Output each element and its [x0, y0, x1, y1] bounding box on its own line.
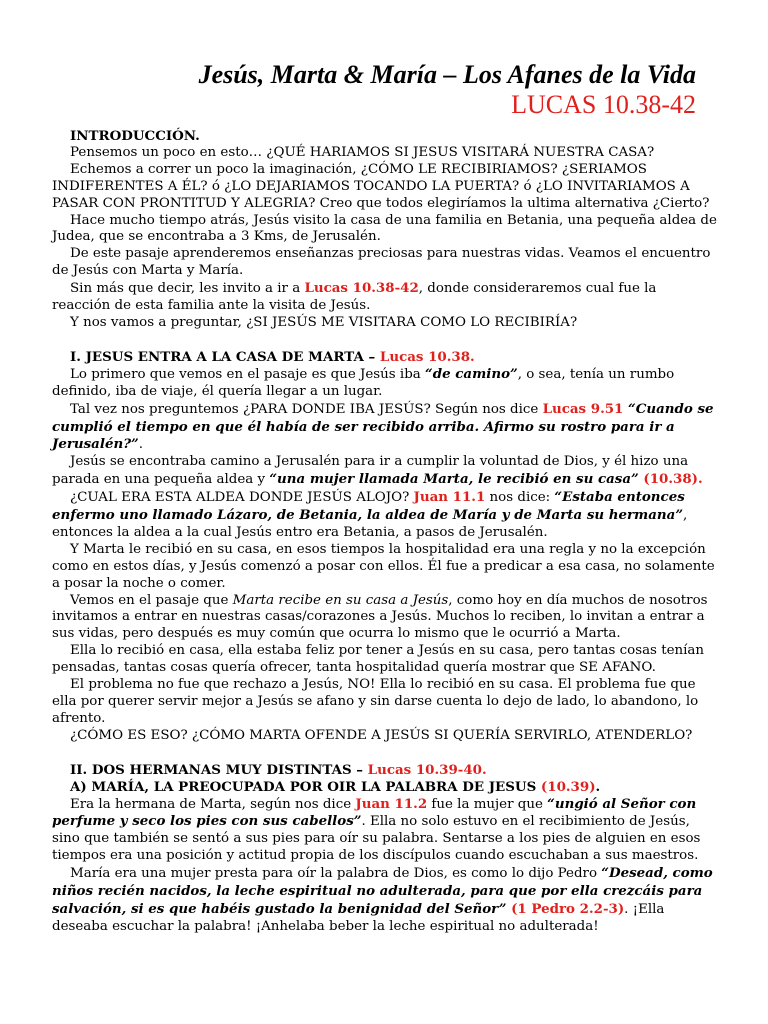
paragraph: [52, 593, 718, 644]
bible-reference: Lucas 10.38.: [379, 348, 475, 365]
section-gap: [52, 745, 718, 762]
title-block: [50, 60, 718, 120]
paragraph: Y Marta le recibió en su casa, en esos tiempos la hospitalidad era una regla y no la excepción como en estos días, y Jesús comenzó a posar con ellos. Él fue a predicar a esa casa, no solamente a posar la noche o comer.: [52, 541, 715, 591]
quote-span: “de camino”: [425, 365, 518, 382]
heading-text: .: [595, 778, 601, 795]
text-span: , o sea, tenía un rumbo definido, iba de viaje, él quería llegar a un lugar.: [52, 366, 675, 399]
heading-text: II. DOS HERMANAS MUY DISTINTAS –: [70, 761, 368, 778]
intro-paragraph: De este pasaje aprenderemos enseñanzas preciosas para nuestras vidas. Veamos el encuentro de Jesús con Marta y María.: [52, 246, 711, 279]
text-span: , donde consideraremos cual fue la reacción de esta familia ante la visita de Jesús.: [52, 281, 657, 314]
text-span: María era una mujer presta para oír la palabra de Dios, es como lo dijo Pedro: [70, 866, 602, 882]
heading-text: I. JESUS ENTRA A LA CASA DE MARTA –: [70, 348, 380, 365]
text-span: , entonces la aldea a la cual Jesús entro era Betania, a pasos de Jerusalén.: [52, 508, 688, 540]
bible-reference: (1 Pedro 2.2-3): [506, 900, 625, 917]
text-span: .: [138, 437, 144, 453]
quote-span: “Estaba entonces enfermo uno llamado Lázaro, de Betania, la aldea de María y de Marta su hermana”: [52, 489, 685, 524]
intro-paragraph: Pensemos un poco en esto… ¿QUÉ HARIAMOS SI JESUS VISITARÁ NUESTRA CASA?: [70, 144, 655, 160]
intro-paragraph: Hace mucho tiempo atrás, Jesús visito la casa de una familia en Betania, una pequeña aldea de Judea, que se encontraba a 3 Kms, de Jerusalén.: [52, 212, 717, 245]
text-span: . Ella no solo estuvo en el recibimiento de Jesús, sino que también se sentó a sus pies para oír su palabra. Sentarse a los pies de alguien en esos tiempos era una posición y actitud propia de los discípulos cuando escuchaban a sus maestros.: [52, 814, 701, 864]
quote-span: “Cuando se cumplió el tiempo en que él había de ser recibido arriba. Afirmo su rostro para ir a Jerusalén?”: [52, 400, 714, 453]
paragraph: El problema no fue que rechazo a Jesús, NO! Ella lo recibió en su casa. El problema fue que ella por querer servir mejor a Jesús se afano y sin darse cuenta lo dejo de lado, lo abandono, lo afrento.: [52, 677, 699, 726]
quote-span: “ungió al Señor con perfume y seco los pies con sus cabellos”: [52, 795, 697, 830]
section-heading: [52, 349, 718, 366]
intro-paragraph: [52, 280, 718, 315]
document-title: Jesús, Marta & María – Los Afanes de la Vida: [198, 60, 696, 89]
intro-paragraph: Y nos vamos a preguntar, ¿SI JESÚS ME VISITARA COMO LO RECIBIRÍA?: [70, 314, 578, 330]
text-span: Tal vez nos preguntemos ¿PARA DONDE IBA JESÚS? Según nos dice: [70, 401, 543, 417]
text-span: .: [698, 471, 703, 488]
paragraph: [52, 796, 718, 866]
text-span: Sin más que decir, les invito a ir a: [70, 281, 305, 297]
bible-reference: Lucas 10.39-40.: [367, 761, 487, 778]
intro-paragraph: Echemos a correr un poco la imaginación, ¿CÓMO LE RECIBIRIAMOS? ¿SERIAMOS INDIFERENTES A ÉL? ó ¿LO DEJARIAMOS TOCANDO LA PUERTA? ó ¿LO INVITARIAMOS A PASAR CON PRONTITUD Y ALEGRIA? Creo que todos elegiríamos la ultima alternativa ¿Cierto?: [52, 161, 710, 211]
paragraph: [52, 454, 718, 489]
text-span: nos dice:: [485, 490, 555, 506]
paragraph: Ella lo recibió en casa, ella estaba feliz por tener a Jesús en su casa, pero tantas cosas tenían pensadas, tantas cosas quería ofrecer, tanta hospitalidad quería mostrar que SE AFANO.: [52, 643, 705, 676]
scripture-reference: LUCAS 10.38-42: [511, 90, 696, 119]
text-span: Lo primero que vemos en el pasaje es que Jesús iba: [70, 366, 426, 382]
bible-reference: Lucas 9.51: [542, 400, 624, 417]
text-span: , como hoy en día muchos de nosotros invitamos a entrar en nuestras casas/corazones a Jesús. Muchos lo reciben, lo invitan a entrar a sus vidas, pero después es muy común que ocurra lo mismo que le ocurrió a Marta.: [52, 592, 708, 642]
text-span: fue la mujer que: [427, 796, 548, 812]
text-span: . ¡Ella deseaba escuchar la palabra! ¡Anhelaba beber la leche espiritual no adulterada!: [52, 901, 665, 934]
bible-reference: (10.38): [638, 471, 698, 488]
text-span: Vemos en el pasaje que: [70, 592, 233, 608]
italic-span: Marta recibe en su casa a Jesús: [232, 592, 449, 608]
heading-text: A) MARÍA, LA PREOCUPADA POR OIR LA PALABRA DE JESUS: [70, 778, 541, 795]
paragraph: [52, 401, 718, 455]
paragraph: [52, 489, 718, 542]
intro-heading: INTRODUCCIÓN.: [70, 128, 200, 144]
quote-span: “Desead, como niños recién nacidos, la leche espiritual no adulterada, para que por ella crezcáis para salvación, si es que habéis gustado la benignidad del Señor”: [52, 865, 713, 917]
paragraph: [52, 865, 718, 936]
text-span: Era la hermana de Marta, según nos dice: [70, 796, 356, 812]
bible-reference: Juan 11.1: [413, 489, 486, 506]
text-span: Jesús se encontraba camino a Jerusalén para ir a cumplir la voluntad de Dios, y él hizo una parada en una pequeña aldea y: [52, 454, 689, 488]
document-body: [50, 128, 718, 936]
bible-reference: Lucas 10.38-42: [304, 280, 419, 297]
section-gap: [52, 332, 718, 349]
text-span: ¿CUAL ERA ESTA ALDEA DONDE JESÚS ALOJO?: [70, 490, 414, 506]
quote-span: “una mujer llamada Marta, le recibió en su casa”: [269, 471, 639, 488]
bible-reference: (10.39): [540, 778, 596, 795]
section-heading: [52, 762, 718, 779]
bible-reference: Juan 11.2: [355, 795, 428, 812]
paragraph: [52, 366, 718, 401]
subsection-heading: [52, 779, 718, 796]
paragraph: ¿CÓMO ES ESO? ¿CÓMO MARTA OFENDE A JESÚS SI QUERÍA SERVIRLO, ATENDERLO?: [70, 727, 693, 743]
